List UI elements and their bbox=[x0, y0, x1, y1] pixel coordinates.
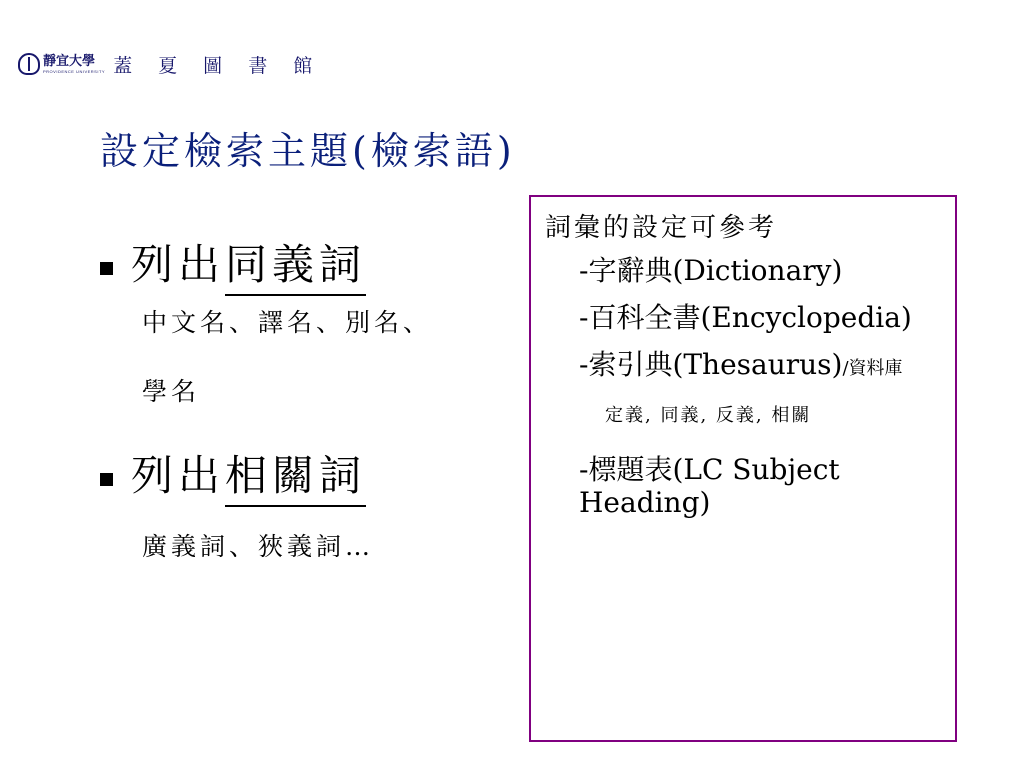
university-logo-text bbox=[43, 55, 105, 74]
note-item-encyclopedia: -百科全書(Encyclopedia) bbox=[579, 301, 912, 335]
bullet-keyword-related: 相關詞 bbox=[225, 443, 366, 507]
synonym-examples-line1: 中文名、譯名、別名、 bbox=[142, 308, 433, 337]
note-item-subject-headings: -標題表(LC Subject Heading) bbox=[579, 453, 840, 520]
bullet-prefix: 列出 bbox=[131, 240, 226, 289]
related-term-examples: 廣義詞、狹義詞… bbox=[142, 532, 375, 561]
square-bullet-icon bbox=[100, 473, 113, 486]
reference-note-box bbox=[529, 195, 957, 742]
bullet-keyword-synonyms: 同義詞 bbox=[225, 232, 366, 296]
note-item-thesaurus: -索引典(Thesaurus)/資料庫 bbox=[579, 348, 903, 382]
note-title: 詞彙的設定可參考 bbox=[545, 213, 778, 243]
university-name: 靜宜大學 bbox=[43, 53, 96, 69]
bullet-related-terms bbox=[100, 443, 366, 507]
note-item-dictionary: -字辭典(Dictionary) bbox=[579, 254, 843, 287]
square-bullet-icon bbox=[100, 262, 113, 275]
bullet-prefix: 列出 bbox=[131, 451, 226, 500]
bullet-synonyms bbox=[100, 232, 366, 296]
library-name: 蓋 夏 圖 書 館 bbox=[113, 54, 323, 77]
synonym-examples-line2: 學名 bbox=[142, 377, 201, 406]
university-shield-icon bbox=[18, 53, 40, 75]
note-thesaurus-relations: 定義, 同義, 反義, 相關 bbox=[605, 405, 812, 427]
university-name-en: PROVIDENCE UNIVERSITY bbox=[43, 68, 106, 74]
library-header bbox=[18, 50, 322, 78]
note-item-thesaurus-suffix: /資料庫 bbox=[842, 358, 903, 380]
slide-title: 設定檢索主題(檢索語) bbox=[100, 129, 516, 173]
